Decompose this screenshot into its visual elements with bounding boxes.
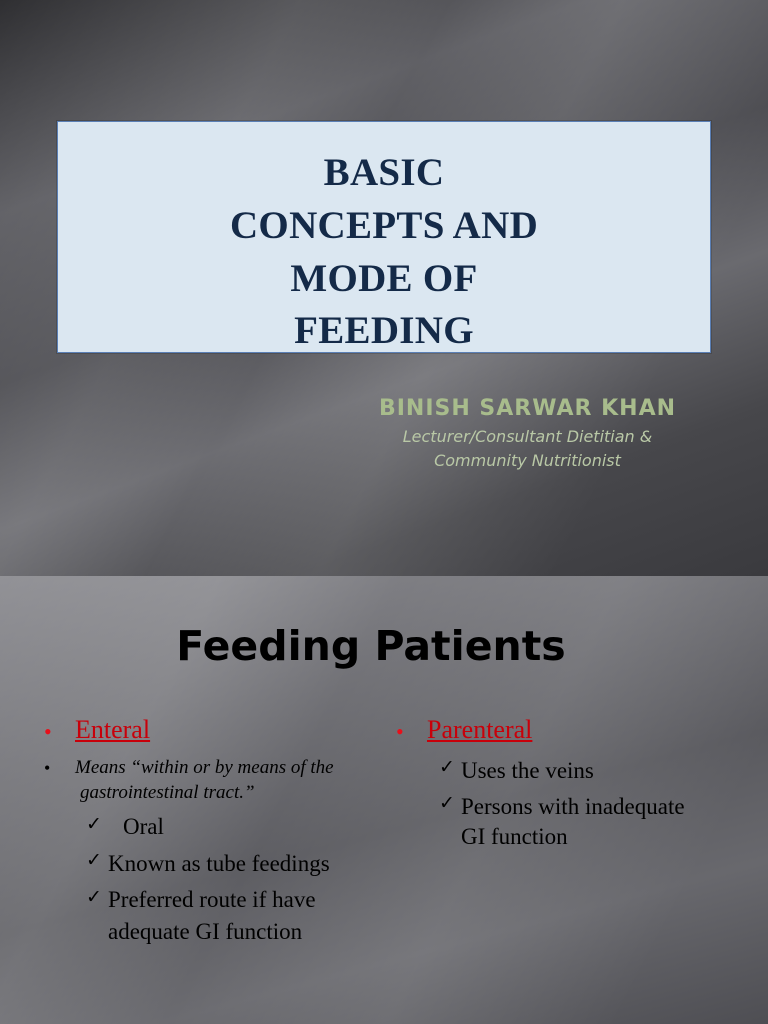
parenteral-item-veins: Uses the veins (461, 758, 594, 783)
title-line: MODE OF (290, 257, 478, 300)
enteral-heading-link[interactable]: Enteral (75, 715, 151, 744)
checkmark-icon: ✓ (86, 813, 102, 835)
parenteral-item-inadequate: Persons with inadequate (461, 794, 685, 819)
enteral-definition-line: Means “within or by means of the (75, 757, 334, 778)
author-role-line: Community Nutritionist (434, 451, 621, 470)
bullet-icon: • (44, 758, 51, 778)
checkmark-icon: ✓ (439, 756, 455, 778)
content-slide (0, 576, 768, 1024)
title-line: CONCEPTS AND (229, 204, 539, 247)
bullet-icon: • (44, 719, 52, 744)
title-box (57, 121, 711, 353)
title-line: BASIC (323, 151, 445, 194)
parenteral-heading-link[interactable]: Parenteral (427, 715, 533, 744)
bullet-icon: • (396, 719, 404, 744)
enteral-item-preferred-cont: adequate GI function (108, 919, 303, 944)
checkmark-icon: ✓ (86, 849, 102, 871)
checkmark-icon: ✓ (86, 886, 102, 908)
author-role-line: Lecturer/Consultant Dietitian & (402, 427, 653, 446)
parenteral-item-inadequate-cont: GI function (461, 824, 568, 849)
author-name: BINISH SARWAR KHAN (378, 396, 677, 421)
slide-title: Feeding Patients (176, 622, 566, 670)
enteral-definition-line: gastrointestinal tract.” (80, 782, 255, 803)
enteral-item-preferred: Preferred route if have (108, 887, 316, 912)
title-line: FEEDING (294, 309, 474, 352)
checkmark-icon: ✓ (439, 792, 455, 814)
enteral-item-tube: Known as tube feedings (108, 851, 330, 876)
enteral-item-oral: Oral (123, 814, 164, 839)
